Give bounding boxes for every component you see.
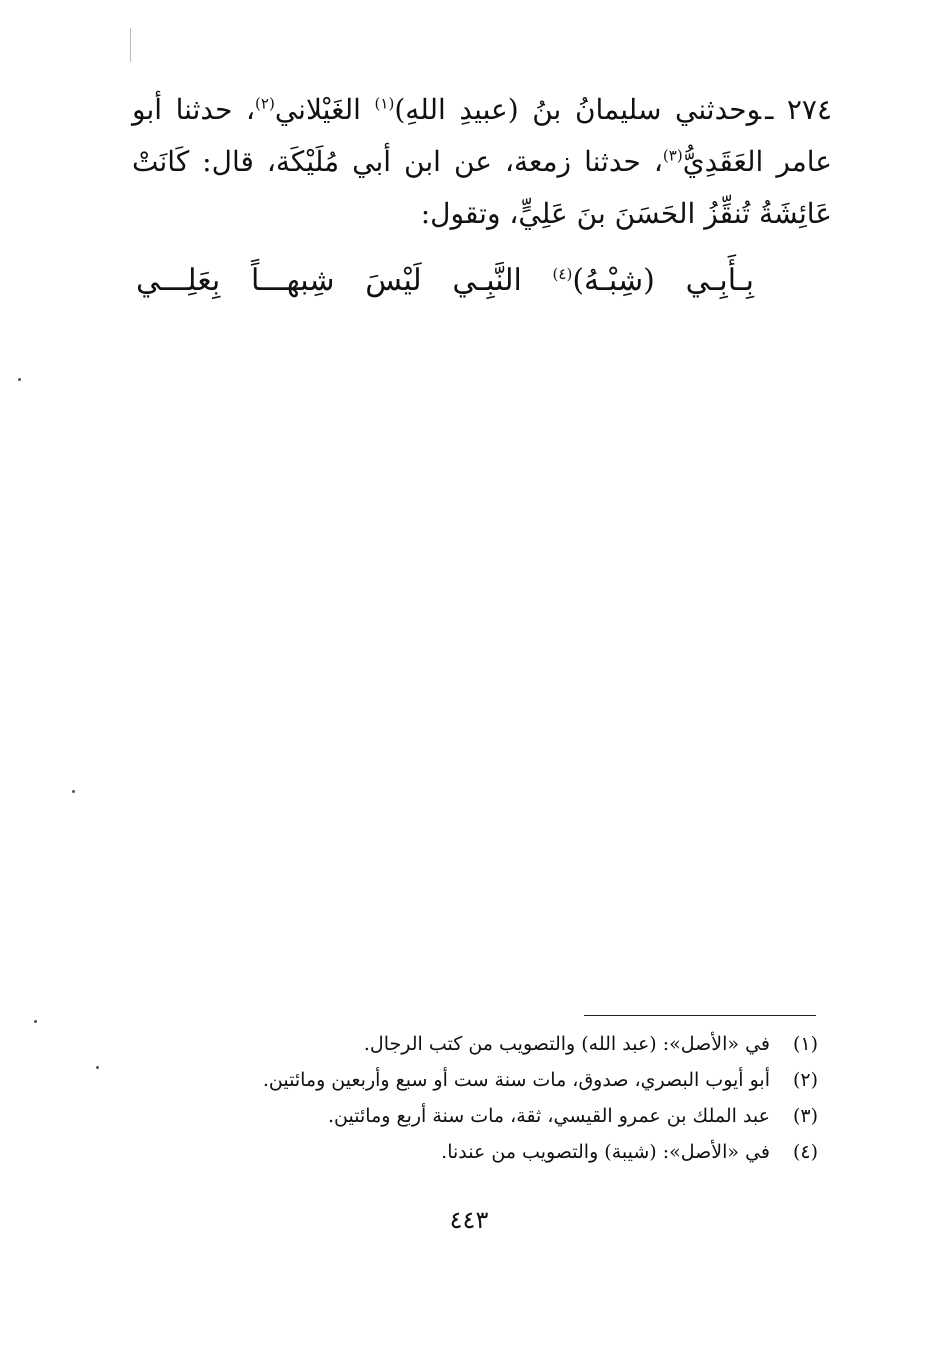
verse-word: بِعَلِـــي: [136, 263, 221, 298]
scan-speck: [72, 790, 75, 793]
footnote-reference: (٣): [662, 146, 683, 165]
footnote-marker: (٢): [792, 1069, 818, 1091]
hadith-text-segment: ، حدثنا زمعة، عن ابن أبي مُلَيْكَة، قال: كَانَتْ عَائِشَةُ تُنقِّزُ الحَسَنَ بنَ عَلِيٍّ، وتقول:: [132, 145, 832, 230]
footnote-marker: (٣): [792, 1105, 818, 1127]
verse-word: شِبهـــاً: [250, 263, 335, 298]
footnotes: [180, 1026, 818, 1170]
verse-word: لَيْسَ: [365, 263, 422, 298]
scan-speck: [34, 1020, 37, 1023]
footnote-text: في «الأصل»: (شيبة) والتصويب من عندنا.: [441, 1141, 770, 1163]
hadith-text-segment: الغَيْلاني: [274, 93, 375, 126]
hadith-number: ٢٧٤ ـ: [765, 93, 832, 126]
footnote-text: أبو أيوب البصري، صدوق، مات سنة ست أو سبع وأربعين ومائتين.: [262, 1069, 770, 1091]
footnote-reference: (١): [374, 94, 395, 113]
footnote-reference: (٤): [552, 265, 573, 283]
footnote-item: [180, 1062, 818, 1098]
footnote-item: [180, 1134, 818, 1170]
hadith-text: [132, 84, 832, 240]
footnote-separator: [584, 1015, 816, 1016]
hadith-text-segment: ، حدثنا أبو عامر العَقَدِيُّ: [132, 93, 833, 178]
scan-speck: [18, 378, 21, 381]
poetry-verse: [136, 256, 754, 306]
footnote-marker: (٤): [792, 1141, 818, 1163]
verse-word-with-note: [553, 256, 655, 306]
footnote-text: في «الأصل»: (عبد الله) والتصويب من كتب الرجال.: [363, 1033, 770, 1055]
page-number: ٤٤٣: [449, 1206, 489, 1234]
footnote-item: [180, 1026, 818, 1062]
footnote-item: [180, 1098, 818, 1134]
scan-artifact-line: [130, 28, 131, 62]
footnote-reference: (٢): [255, 94, 275, 113]
footnote-marker: (١): [792, 1033, 818, 1055]
verse-word: النَّبِـي: [452, 263, 522, 298]
scan-speck: [96, 1066, 99, 1069]
verse-word: (شِبْـهُ): [572, 263, 655, 298]
verse-word: بِـأَبِـي: [685, 263, 754, 298]
footnote-text: عبد الملك بن عمرو القيسي، ثقة، مات سنة أربع ومائتين.: [328, 1105, 770, 1127]
hadith-text-segment: وحدثني سليمانُ بنُ (عبيدِ اللهِ): [394, 93, 762, 126]
